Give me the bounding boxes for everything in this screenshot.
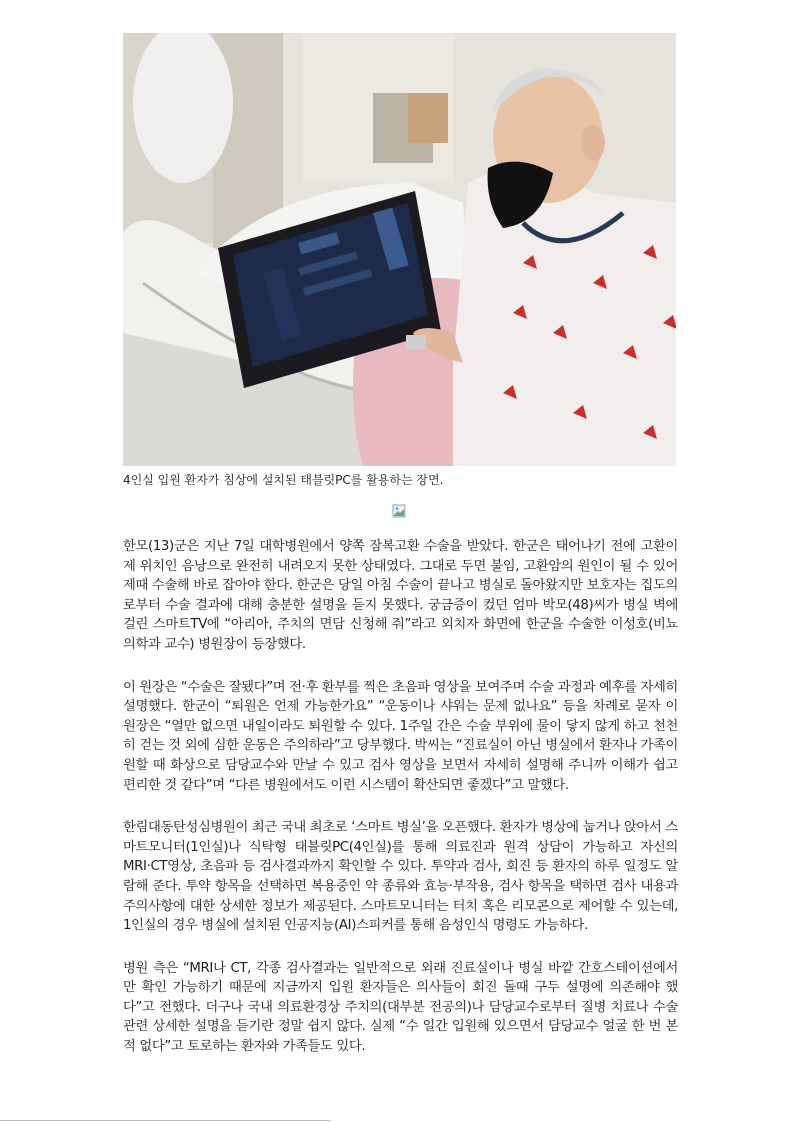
page-bottom-rule: [0, 1120, 330, 1121]
patient-tablet-photo: [123, 33, 676, 466]
article-paragraph: 한모(13)군은 지난 7일 대학병원에서 양쪽 잠복고환 수술을 받았다. 한군은 태어나기 전에 고환이 제 위치인 음낭으로 완전히 내려오지 못한 상태였다. 그대로 두면 불임, 고환암의 원인이 될 수 있어 제때 수술해 바로 잡아야 한다. 한군은 당일 아침 수술이 끝나고 병실로 돌아왔지만 보호자는 집도의로부터 수술 결과에 대해 충분한 설명을 듣지 못했다. 궁금증이 컸던 엄마 박모(48)씨가 병실 벽에 걸린 스마트TV에 “아리아, 주치의 면담 신청해 줘”라고 외치자 화면에 한군을 수술한 이성호(비뇨의학과 교수) 병원장이 등장했다.: [123, 539, 678, 652]
article-body: [123, 537, 678, 1080]
article-paragraph: 이 원장은 “수술은 잘됐다”며 전·후 환부를 찍은 초음파 영상을 보여주며 수술 과정과 예후를 자세히 설명했다. 한군이 “퇴원은 언제 가능한가요” “운동이나 샤워는 문제 없나요” 등을 차례로 묻자 이 원장은 “열만 없으면 내일이라도 퇴원할 수 있다. 1주일 간은 수술 부위에 물이 닿지 않게 하고 천천히 걷는 것 외에 심한 운동은 주의하라”고 당부했다. 박씨는 “진료실이 아닌 병실에서 환자나 가족이 원할 때 화상으로 담당교수와 만날 수 있고 검사 영상을 보면서 자세히 설명해 주니까 이해가 쉽고 편리한 것 같다”며 “다른 병원에서도 이런 시스템이 확산되면 좋겠다”고 말했다.: [123, 679, 678, 793]
news-photo: [123, 33, 676, 466]
photo-caption: 4인실 입원 환자가 침상에 설치된 태블릿PC를 활용하는 장면.: [123, 473, 444, 487]
article-paragraph: 한림대동탄성심병원이 최근 국내 최초로 ‘스마트 병실’을 오픈했다. 환자가 병상에 눕거나 앉아서 스마트모니터(1인실)나 식탁형 태블릿PC(4인실)를 통해 의료진과 원격 상담이 가능하고 자신의 MRI·CT영상, 초음파 등 검사결과까지 확인할 수 있다. 투약과 검사, 회진 등 환자의 하루 일정도 알람해 준다. 투약 항목을 선택하면 복용중인 약 종류와 효능·부작용, 검사 항목을 택하면 검사 내용과 주의사항에 대한 상세한 정보가 제공된다. 스마트모니터는 터치 혹은 리모콘으로 제어할 수 있는데, 1인실의 경우 병실에 설치된 인공지능(AI)스피커를 통해 음성인식 명령도 가능하다.: [123, 820, 678, 934]
article-paragraph: 병원 측은 “MRI나 CT, 각종 검사결과는 일반적으로 외래 진료실이나 병실 바깥 간호스테이션에서만 확인 가능하기 때문에 지금까지 입원 환자들은 의사들이 회진 돌때 구두 설명에 의존해야 했다”고 전했다. 더구나 국내 의료환경상 주치의(대부분 전공의)나 담당교수로부터 질병 치료나 수술 관련 상세한 설명을 듣기란 정말 쉽지 않다. 실제 “수 일간 입원해 있으면서 담당교수 얼굴 한 번 본적 없다”고 토로하는 환자와 가족들도 있다.: [123, 960, 678, 1055]
broken-image-icon: [392, 504, 406, 518]
